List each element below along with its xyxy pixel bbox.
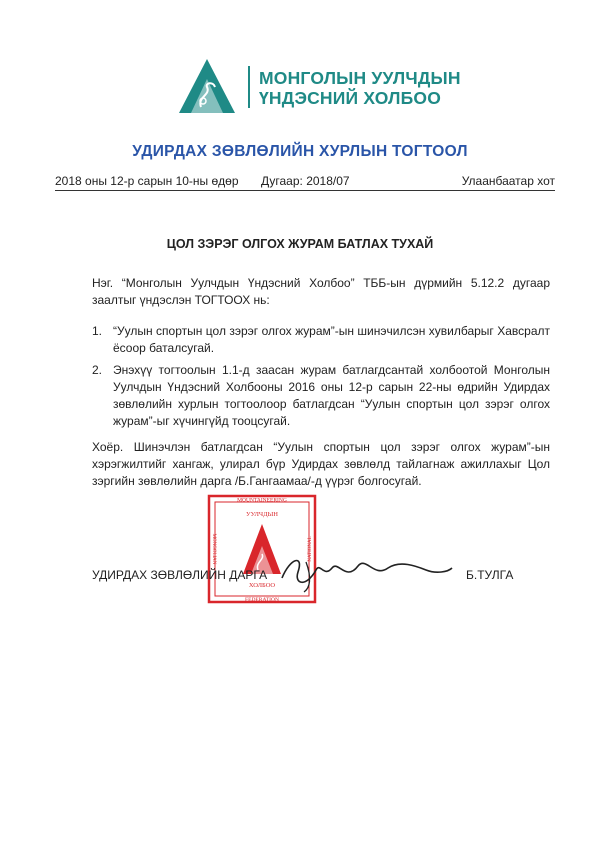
handwritten-signature-icon — [276, 548, 456, 594]
document-title: УДИРДАХ ЗӨВЛӨЛИЙН ХУРЛЫН ТОГТООЛ — [132, 143, 468, 160]
stamp-text-bottom: FEDERATION — [245, 597, 279, 603]
stamp-inner-bottom: ХОЛБОО — [248, 582, 276, 589]
list-item — [92, 323, 550, 357]
list-item — [92, 362, 550, 430]
document-number: Дугаар: 2018/07 — [261, 174, 350, 188]
list-item-number: 1. — [92, 324, 103, 338]
federation-logo-icon — [177, 57, 237, 115]
logo-divider — [248, 66, 250, 108]
org-name-line1: МОНГОЛЫН УУЛЧДЫН — [259, 68, 461, 88]
document-subject: ЦОЛ ЗЭРЭГ ОЛГОХ ЖУРАМ БАТЛАХ ТУХАЙ — [166, 237, 434, 251]
stamp-text-top: MOUNTAINEERING — [237, 497, 287, 504]
meta-divider — [55, 190, 555, 191]
list-item-number: 2. — [92, 363, 103, 377]
document-date: 2018 оны 12-р сарын 10-ны өдөр — [55, 174, 239, 188]
signatory-title: УДИРДАХ ЗӨВЛӨЛИЙН ДАРГА — [92, 568, 268, 582]
document-city: Улаанбаатар хот — [461, 174, 555, 188]
stamp-inner-top: УУЛЧДЫН — [246, 511, 278, 518]
organization-name — [259, 68, 461, 108]
signatory-name: Б.ТУЛГА — [466, 568, 514, 582]
stamp-text-left: MONGOLIAN — [211, 533, 216, 565]
intro-paragraph: Нэг. “Монголын Уулчдын Үндэсний Холбоо” ТББ-ын дүрмийн 5.12.2 дугаар заалтыг үндэслэн ТОГТООХ нь: — [92, 276, 550, 307]
list-item-text: “Уулын спортын цол зэрэг олгох журам”-ын шинэчилсэн хувилбарыг Хавсралт ёсоор баталсугай. — [113, 324, 550, 355]
stamp-text-right: NATIONAL — [308, 536, 313, 562]
list-item-text: Энэхүү тогтоолын 1.1-д заасан журам батлагдсантай холбоотой Монголын Уулчдын Үндэсний Холбооны 2016 оны 12-р сарын 22-ны өдрийн Удирдах зөвлөлийн хурлын тогтоолоор батлагдсан “Уулын спортын цол зэрэг олгох журам”-ыг хүчингүйд тооцсугай. — [113, 363, 550, 428]
org-name-line2: ҮНДЭСНИЙ ХОЛБОО — [259, 88, 442, 108]
closing-paragraph: Хоёр. Шинэчлэн батлагдсан “Уулын спортын цол зэрэг олгох журам”-ын хэрэгжилтийг хангаж, улирал бүр Удирдах зөвлөлд тайлагнаж ажиллахыг Цол зэргийн зөвлөлийн дарга /Б.Гангаамаа/-д үүрэг болгосугай. — [92, 440, 550, 488]
